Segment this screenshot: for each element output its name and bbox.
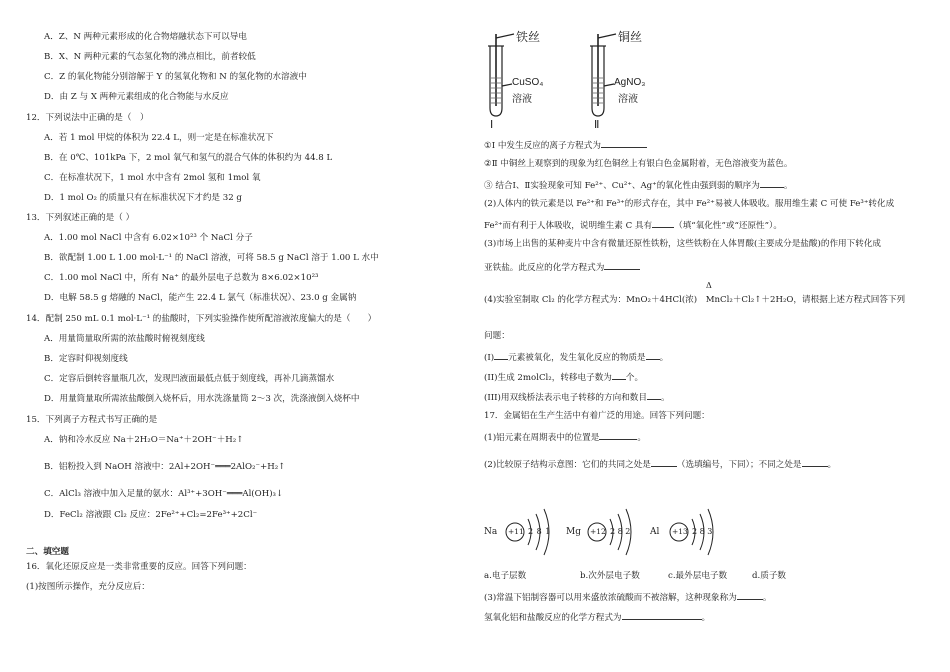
q16-line-9: 问题：	[484, 331, 510, 341]
q17-sub3: (3)常温下铝制容器可以用来盛放浓硫酸而不被溶解，这种现象称为 。	[484, 590, 771, 604]
tube2-numeral: Ⅱ	[594, 119, 600, 131]
q17-stem: 17．金属铝在生产生活中有着广泛的用途。回答下列问题：	[484, 411, 710, 421]
choice-c: c.最外层电子数	[668, 571, 728, 581]
tube1-numeral: Ⅰ	[490, 119, 494, 131]
q16-line-7: 亚铁盐。此反应的化学方程式为	[484, 260, 640, 274]
choice-a: a.电子层数	[484, 571, 527, 581]
tube1-wire-label: 铁丝	[516, 30, 541, 44]
q15-option-d: D．FeCl₂ 溶液跟 Cl₂ 反应：2Fe²⁺+Cl₂=2Fe³⁺+2Cl⁻	[44, 510, 258, 520]
q13-option-b: B．欲配制 1.00 L 1.00 mol·L⁻¹ 的 NaCl 溶液，可将 58.5 g NaCl 溶于 1.00 L 水中	[44, 253, 379, 263]
q16-line-11: (II)生成 2molCl₂，转移电子数为 个。	[484, 370, 643, 384]
q11-option-d: D．由 Z 与 X 两种元素组成的化合物能与水反应	[44, 92, 229, 102]
q14-option-d: D．用量筒量取所需浓盐酸倒入烧杯后，用水洗涤量筒 2～3 次，洗涤液倒入烧杯中	[44, 394, 360, 404]
q16-line-3: ③ 结合Ⅰ、Ⅱ实验现象可知 Fe²⁺、Cu²⁺、Ag⁺的氧化性由强到弱的顺序为 。	[484, 178, 792, 192]
q16-sub1: (1)按图所示操作，充分反应后：	[26, 582, 150, 592]
q16-stem: 16．氧化还原反应是一类非常重要的反应。回答下列问题：	[26, 562, 252, 572]
atom-mg-shells-count: 2 8 2	[610, 527, 631, 536]
q16-line-8: (4)实验室制取 Cl₂ 的化学方程式为：MnO₂＋4HCl(浓) MnCl₂＋Cl₂↑＋2H₂O，请根据上述方程式回答下列	[484, 295, 906, 305]
q14-stem: 14．配制 250 mL 0.1 mol·L⁻¹ 的盐酸时，下列实验操作使所配溶液浓度偏大的是（ ）	[26, 314, 377, 324]
atom-al-symbol: Al	[650, 527, 660, 537]
heating-delta: Δ	[706, 281, 712, 290]
q15-option-c: C．AlCl₃ 溶液中加入足量的氨水：Al³⁺+3OH⁻═══Al(OH)₃↓	[44, 489, 284, 499]
atom-al-shells-count: 2 8 3	[692, 527, 713, 536]
atom-na-symbol: Na	[484, 527, 498, 537]
q14-option-b: B．定容时仰视刻度线	[44, 354, 128, 364]
tube2-wire-label: 铜丝	[618, 30, 643, 44]
q12-option-d: D．1 mol O₂ 的质量只有在标准状况下才约是 32 g	[44, 193, 242, 203]
q13-option-c: C．1.00 mol NaCl 中，所有 Na⁺ 的最外层电子总数为 8×6.02×10²³	[44, 273, 319, 283]
q16-line-12: (III)用双线桥法表示电子转移的方向和数目 。	[484, 390, 670, 404]
test-tube-figure	[480, 28, 680, 128]
q15-stem: 15．下列离子方程式书写正确的是	[26, 415, 158, 425]
atom-na	[484, 505, 564, 563]
q16-line-2: ②Ⅱ 中铜丝上观察到的现象为红色铜丝上有银白色金属附着，无色溶液变为蓝色。	[484, 159, 793, 169]
q17-sub2: (2)比较原子结构示意图：它们的共同之处是 （选填编号，下同）；不同之处是 。	[484, 457, 836, 471]
q13-option-a: A．1.00 mol NaCl 中含有 6.02×10²³ 个 NaCl 分子	[44, 233, 253, 243]
atom-mg	[566, 505, 646, 563]
choice-b: b.次外层电子数	[580, 571, 640, 581]
q16-line-4: (2)人体内的铁元素是以 Fe²⁺和 Fe³⁺的形式存在，其中 Fe²⁺易被人体吸收。服用维生素 C 可使 Fe³⁺转化成	[484, 199, 895, 209]
tube1-solution-label: CuSO₄	[512, 77, 544, 88]
q12-option-b: B．在 0℃、101kPa 下，2 mol 氧气和氢气的混合气体的体积约为 44.8 L	[44, 153, 333, 163]
section-title: 二、填空题	[26, 547, 69, 557]
q17-sub3-eq: 氢氧化铝和盐酸反应的化学方程式为 。	[484, 610, 710, 624]
atom-al-shells	[648, 505, 728, 559]
q13-option-d: D．电解 58.5 g 熔融的 NaCl，能产生 22.4 L 氯气（标准状况）、23.0 g 金属钠	[44, 293, 357, 303]
atom-mg-symbol: Mg	[566, 527, 581, 537]
atom-al	[648, 505, 728, 563]
atom-na-shells-count: 2 8 1	[528, 527, 551, 536]
q14-option-c: C．定容后倒转容量瓶几次，发现凹液面最低点低于刻度线，再补几滴蒸馏水	[44, 374, 335, 384]
q11-option-b: B．X、N 两种元素的气态氢化物的沸点相比，前者较低	[44, 52, 256, 62]
q17-sub1: (1)铝元素在周期表中的位置是 。	[484, 430, 646, 444]
q12-option-c: C．在标准状况下，1 mol 水中含有 2mol 氢和 1mol 氧	[44, 173, 261, 183]
q14-option-a: A．用量筒量取所需的浓盐酸时俯视刻度线	[44, 334, 205, 344]
q13-stem: 13．下列叙述正确的是（ ）	[26, 213, 135, 223]
atom-mg-nucleus: +12	[590, 527, 606, 536]
q12-stem: 12．下列说法中正确的是（ ）	[26, 113, 149, 123]
q12-option-a: A．若 1 mol 甲烷的体积为 22.4 L，则一定是在标准状况下	[44, 133, 274, 143]
q11-option-c: C．Z 的氧化物能分别溶解于 Y 的氢氧化物和 N 的氢化物的水溶液中	[44, 72, 307, 82]
tube1-solution-label2: 溶液	[512, 94, 532, 105]
q16-line-6: (3)市场上出售的某种麦片中含有微量还原性铁粉，这些铁粉在人体胃酸(主要成分是盐酸)的作用下转化成	[484, 239, 882, 249]
q16-line-1: ①Ⅰ 中发生反应的离子方程式为	[484, 138, 647, 152]
q16-line-10: (I) 元素被氧化，发生氧化反应的物质是 。	[484, 350, 668, 364]
atom-al-nucleus: +13	[672, 527, 688, 536]
q15-option-b: B．铝粉投入到 NaOH 溶液中：2Al+2OH⁻═══2AlO₂⁻+H₂↑	[44, 462, 286, 472]
tube2-solution-label: AgNO₃	[614, 77, 646, 88]
q16-line-5: Fe²⁺而有利于人体吸收，说明维生素 C 具有 （填“氧化性”或“还原性”）。	[484, 218, 782, 232]
tube2-solution-label2: 溶液	[618, 94, 638, 105]
q15-option-a: A．钠和冷水反应 Na＋2H₂O＝Na⁺＋2OH⁻＋H₂↑	[44, 435, 244, 445]
q11-option-a: A．Z、N 两种元素形成的化合物熔融状态下可以导电	[44, 32, 247, 42]
atom-na-nucleus: +11	[508, 527, 524, 536]
choice-d: d.质子数	[752, 571, 787, 581]
